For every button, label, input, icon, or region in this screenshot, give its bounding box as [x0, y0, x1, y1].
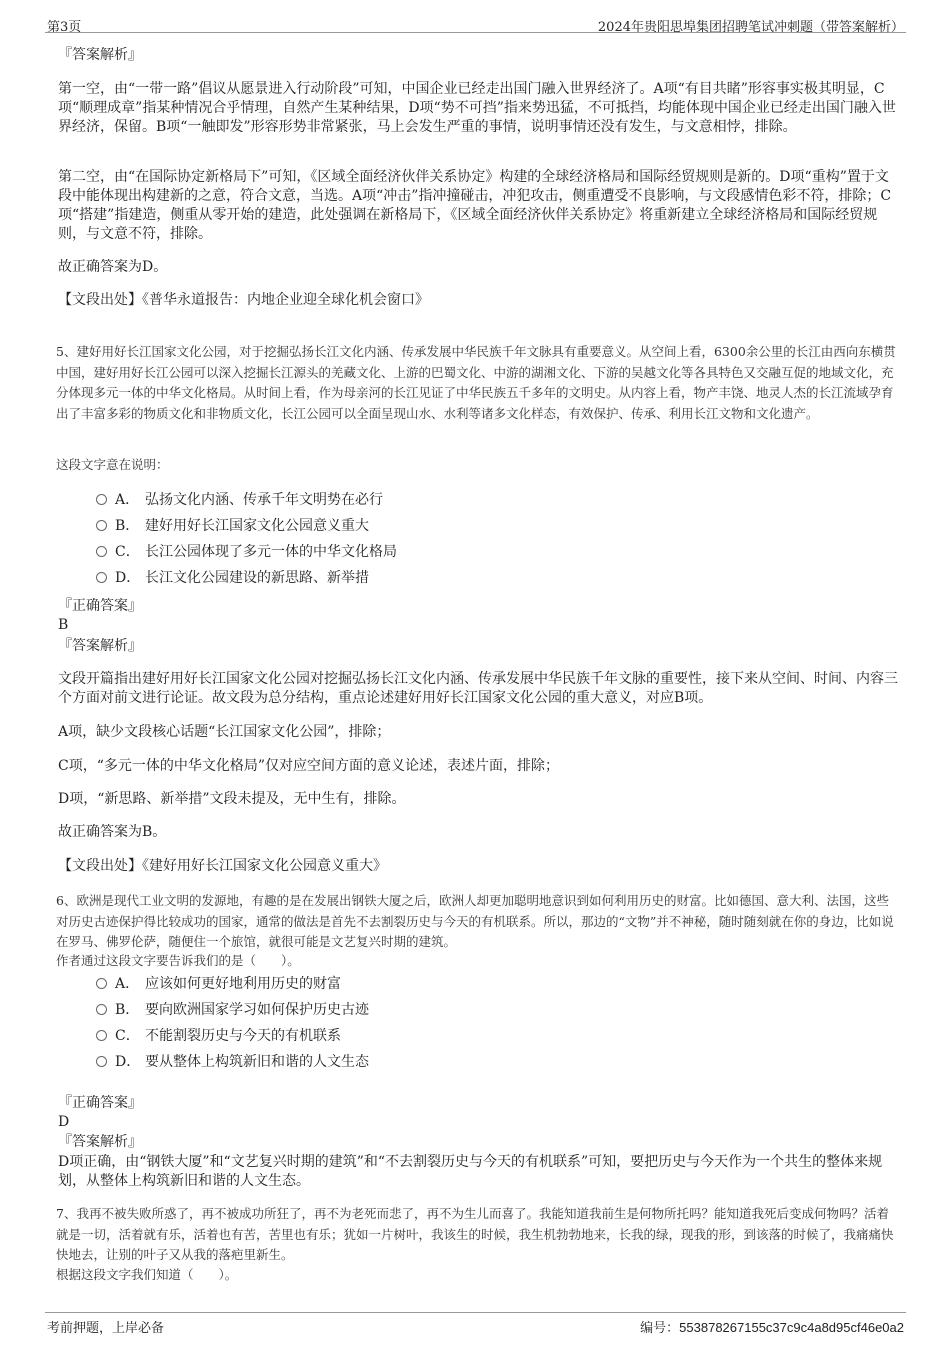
q5-answer: B [58, 617, 69, 633]
page-footer [45, 1312, 906, 1335]
q4-analysis-p2: 第二空，由“在国际协定新格局下”可知，《区域全面经济伙伴关系协定》构建的全球经济格局和国际经贸规则是新的。D项“重构”置于文段中能体现出构建新的之意，符合文意，当选。A项“冲击”指冲撞碰击，冲犯攻击，侧重遭受不良影响，与文段感情色彩不符，排除；C项“搭建”指建造，侧重从零开始的建造，此处强调在新格局下，《区域全面经济伙伴关系协定》将重新建立全球经济格局和国际经贸规则，与文意不符，排除。 [58, 169, 892, 242]
q5-analysis-d: D项，“新思路、新举措”文段未提及，无中生有，排除。 [58, 791, 406, 807]
q4-source: 【文段出处】《普华永道报告：内地企业迎全球化机会窗口》 [58, 292, 429, 308]
q6-analysis: D项正确，由“钢铁大厦”和“文艺复兴时期的建筑”和“不去割裂历史与今天的有机联系”可知，要把历史与今天作为一个共生的整体来规划，从整体上构筑新旧和谐的人文生态。 [58, 1154, 883, 1189]
radio-icon[interactable] [96, 1056, 107, 1067]
option-text: 长江文化公园建设的新思路、新举措 [145, 570, 369, 586]
radio-icon[interactable] [96, 494, 107, 505]
q6-option-c[interactable]: C． 不能割裂历史与今天的有机联系 [96, 1026, 341, 1046]
radio-icon[interactable] [96, 546, 107, 557]
q6-answer-label: 『正确答案』 [58, 1095, 142, 1111]
radio-icon[interactable] [96, 1030, 107, 1041]
document-title: 2024年贵阳思埠集团招聘笔试冲刺题（带答案解析） [597, 20, 904, 35]
q5-source: 【文段出处】《建好用好长江国家文化公园意义重大》 [58, 858, 387, 874]
q6-option-d[interactable]: D． 要从整体上构筑新旧和谐的人文生态 [96, 1052, 369, 1072]
q5-option-a[interactable]: A． 弘扬文化内涵、传承千年文明势在必行 [96, 490, 383, 510]
q5-analysis-label: 『答案解析』 [58, 638, 142, 654]
q5-option-b[interactable]: B． 建好用好长江国家文化公园意义重大 [96, 516, 369, 536]
option-text: 不能割裂历史与今天的有机联系 [145, 1028, 341, 1044]
radio-icon[interactable] [96, 978, 107, 989]
q5-conclusion: 故正确答案为B。 [58, 824, 167, 840]
document-id: 编号：553878267155c37c9c4a8d95cf46e0a2 [640, 1320, 904, 1335]
q5-option-d[interactable]: D． 长江文化公园建设的新思路、新举措 [96, 568, 369, 588]
option-text: 要从整体上构筑新旧和谐的人文生态 [145, 1054, 369, 1070]
option-text: 建好用好长江国家文化公园意义重大 [145, 518, 369, 534]
option-text: 应该如何更好地利用历史的财富 [145, 976, 341, 992]
option-text: 弘扬文化内涵、传承千年文明势在必行 [145, 492, 383, 508]
option-text: 长江公园体现了多元一体的中华文化格局 [145, 544, 397, 560]
q4-analysis-p1: 第一空，由“一带一路”倡议从愿景进入行动阶段”可知，中国企业已经走出国门融入世界经济了。A项“有目共睹”形容事实极其明显，C项“顺理成章”指某种情况合乎情理，自然产生某种结果，D项“势不可挡”指来势迅猛，不可抵挡，均能体现中国企业已经走出国门融入世界经济，保留。B项“一触即发”形容形势非常紧张，马上会发生严重的事情，说明事情还没有发生，与文意相悖，排除。 [58, 81, 896, 135]
q5-analysis-c: C项，“多元一体的中华文化格局”仅对应空间方面的意义论述，表述片面，排除； [58, 758, 560, 774]
q7-prompt: 根据这段文字我们知道（ ）。 [56, 1267, 238, 1282]
q6-analysis-label: 『答案解析』 [58, 1134, 142, 1150]
q7-passage: 7、我再不被失败所惑了，再不被成功所狂了，再不为老死而悲了，再不为生儿而喜了。我能知道我前生是何物所托吗？能知道我死后变成何物吗？活着就是一切，活着就有乐，活着也有苦，苦里也有乐；犹如一片树叶，我该生的时候，我生机勃勃地来，长我的绿，现我的形，到该落的时候了，我痛痛快快地去，让别的叶子又从我的落疤里新生。 [56, 1206, 894, 1262]
q5-answer-label: 『正确答案』 [58, 598, 142, 614]
q5-option-c[interactable]: C． 长江公园体现了多元一体的中华文化格局 [96, 542, 397, 562]
q5-analysis-p1: 文段开篇指出建好用好长江国家文化公园对挖掘弘扬长江文化内涵、传承发展中华民族千年文脉的重要性，接下来从空间、时间、内容三个方面对前文进行论证。故文段为总分结构，重点论述建好用好长江国家文化公园的重大意义，对应B项。 [58, 671, 898, 706]
q6-prompt: 作者通过这段文字要告诉我们的是（ ）。 [56, 953, 300, 968]
q5-prompt: 这段文字意在说明： [56, 457, 169, 472]
radio-icon[interactable] [96, 1004, 107, 1015]
q5-analysis-a: A项，缺少文段核心话题“长江国家文化公园”，排除； [58, 724, 391, 740]
option-text: 要向欧洲国家学习如何保护历史古迹 [145, 1002, 369, 1018]
page-header [45, 10, 906, 33]
radio-icon[interactable] [96, 520, 107, 531]
q4-analysis-label: 『答案解析』 [58, 47, 142, 63]
radio-icon[interactable] [96, 572, 107, 583]
footer-slogan: 考前押题，上岸必备 [47, 1321, 165, 1336]
q5-passage: 5、建好用好长江国家文化公园，对于挖掘弘扬长江文化内涵、传承发展中华民族千年文脉具有重要意义。从空间上看，6300余公里的长江由西向东横贯中国，建好用好长江公园可以深入挖掘长江源头的羌藏文化、上游的巴蜀文化、中游的湖湘文化、下游的吴越文化等各具特色又交融互促的地域文化，充分体现多元一体的中华文化格局。从时间上看，作为母亲河的长江见证了中华民族五千多年的文明史。从内容上看，物产丰饶、地灵人杰的长江流域孕育出了丰富多彩的物质文化和非物质文化，长江公园可以全面呈现山水、水利等诸多文化样态，有效保护、传承、利用长江文物和文化遗产。 [56, 344, 896, 421]
q6-answer: D [58, 1114, 70, 1130]
q6-option-a[interactable]: A． 应该如何更好地利用历史的财富 [96, 974, 341, 994]
page-number: 第3页 [47, 20, 82, 35]
q6-passage: 6、欧洲是现代工业文明的发源地，有趣的是在发展出钢铁大厦之后，欧洲人却更加聪明地意识到如何利用历史的财富。比如德国、意大利、法国，这些对历史古迹保护得比较成功的国家，通常的做法是首先不去割裂历史与今天的有机联系。所以，那边的“文物”并不神秘，随时随刻就在你的身边，比如说在罗马、佛罗伦萨，随便住一个旅馆，就很可能是文艺复兴时期的建筑。 [56, 893, 894, 949]
q6-option-b[interactable]: B． 要向欧洲国家学习如何保护历史古迹 [96, 1000, 369, 1020]
q4-conclusion: 故正确答案为D。 [58, 259, 168, 275]
